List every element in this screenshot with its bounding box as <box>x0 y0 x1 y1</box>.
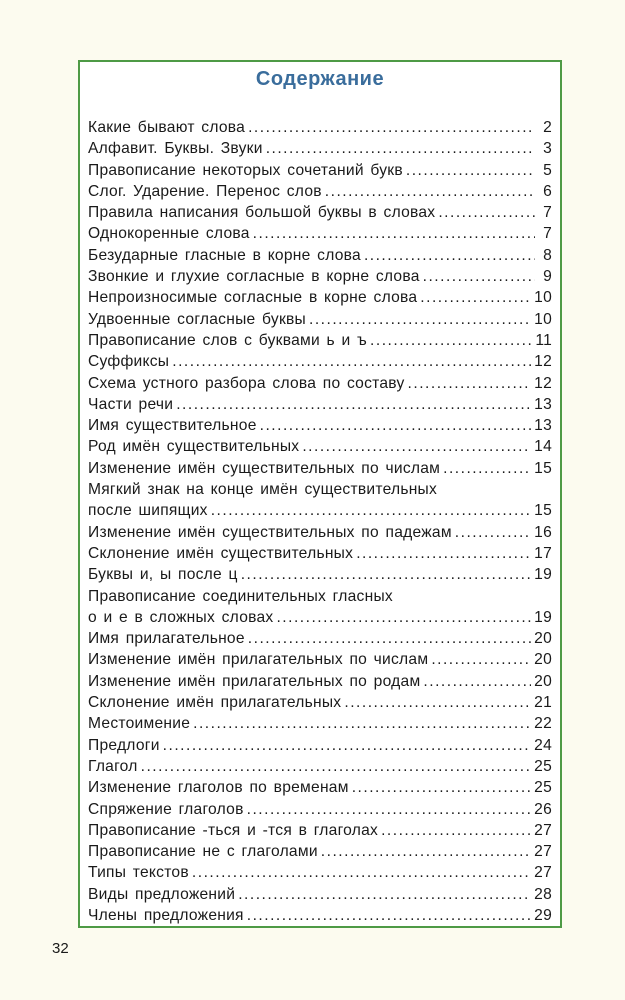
dot-leader <box>241 564 531 585</box>
toc-entry-title: Глагол <box>88 757 138 775</box>
dot-leader <box>455 522 531 543</box>
toc-entry-first-line: Правописание соединительных гласных <box>88 587 393 605</box>
toc-entry <box>88 436 552 457</box>
toc-entry <box>88 373 552 394</box>
toc-entry-title: Склонение имён прилагательных <box>88 694 342 712</box>
toc-entry-title: Однокоренные слова <box>88 225 250 243</box>
toc-entry-title: Непроизносимые согласные в корне слова <box>88 289 418 307</box>
toc-entry-page: 20 <box>534 651 552 669</box>
toc-entry-page: 19 <box>534 608 552 626</box>
dot-leader <box>248 628 531 649</box>
toc-entry <box>88 713 552 734</box>
dot-leader <box>325 181 535 202</box>
toc-entry-page: 27 <box>534 864 552 882</box>
toc-entry <box>88 181 552 202</box>
dot-leader <box>370 330 532 351</box>
toc-entry-page: 10 <box>534 310 552 328</box>
dot-leader <box>193 713 531 734</box>
dot-leader <box>253 223 535 244</box>
toc-entry-page: 16 <box>534 523 552 541</box>
toc-entry-page: 21 <box>534 694 552 712</box>
toc-entry-page: 7 <box>543 204 552 222</box>
toc-entry-title: Звонкие и глухие согласные в корне слова <box>88 268 420 286</box>
toc-entry-page: 13 <box>534 395 552 413</box>
dot-leader <box>247 799 532 820</box>
dot-leader <box>266 138 535 159</box>
toc-entry-title: Виды предложений <box>88 885 236 903</box>
toc-entry-page: 9 <box>543 268 552 286</box>
toc-entry-page: 15 <box>534 502 552 520</box>
toc-entry <box>88 628 552 649</box>
toc-entry-page: 29 <box>534 906 552 924</box>
toc-entry-title: Правописание некоторых сочетаний букв <box>88 161 403 179</box>
toc-entry-title: Типы текстов <box>88 864 189 882</box>
dot-leader <box>420 287 531 308</box>
toc-entry <box>88 117 552 138</box>
dot-leader <box>248 117 535 138</box>
table-of-contents <box>88 117 552 926</box>
toc-entry-page: 19 <box>534 566 552 584</box>
dot-leader <box>364 245 535 266</box>
toc-entry <box>88 799 552 820</box>
dot-leader <box>321 841 531 862</box>
toc-entry-page: 11 <box>535 331 552 349</box>
toc-entry-title: Изменение имён прилагательных по родам <box>88 672 421 690</box>
toc-entry-page: 13 <box>534 417 552 435</box>
toc-entry-title: Изменение глаголов по временам <box>88 779 349 797</box>
toc-entry <box>88 820 552 841</box>
toc-entry <box>88 245 552 266</box>
toc-entry-title: Изменение имён существительных по числам <box>88 459 441 477</box>
toc-entry-title: Местоимение <box>88 715 191 733</box>
toc-entry <box>88 266 552 287</box>
dot-leader <box>356 543 531 564</box>
toc-entry <box>88 522 552 543</box>
toc-entry <box>88 862 552 883</box>
toc-entry-title: Изменение имён существительных по падежам <box>88 523 452 541</box>
toc-entry-page: 20 <box>534 630 552 648</box>
dot-leader <box>431 649 531 670</box>
toc-entry-page: 25 <box>534 779 552 797</box>
toc-entry-page: 28 <box>534 885 552 903</box>
dot-leader <box>438 202 535 223</box>
toc-entry <box>88 287 552 308</box>
toc-entry <box>88 671 552 692</box>
dot-leader <box>352 777 531 798</box>
toc-entry <box>88 649 552 670</box>
toc-entry <box>88 564 552 585</box>
toc-entry-page: 12 <box>534 374 552 392</box>
toc-entry <box>88 138 552 159</box>
toc-entry-page: 7 <box>543 225 552 243</box>
toc-entry-first-line: Мягкий знак на конце имён существительных <box>88 481 438 499</box>
toc-entry-page: 17 <box>534 544 552 562</box>
dot-leader <box>381 820 531 841</box>
toc-entry <box>88 160 552 181</box>
dot-leader <box>238 884 531 905</box>
dot-leader <box>344 692 531 713</box>
dot-leader <box>423 266 535 287</box>
toc-entry <box>88 543 552 564</box>
dot-leader <box>443 458 531 479</box>
toc-entry <box>88 692 552 713</box>
toc-entry-title: Суффиксы <box>88 353 170 371</box>
toc-entry-title: Какие бывают слова <box>88 119 246 136</box>
toc-entry-page: 14 <box>534 438 552 456</box>
dot-leader <box>247 905 531 926</box>
toc-entry-page: 10 <box>534 289 552 307</box>
toc-entry-title: Имя прилагательное <box>88 630 245 648</box>
toc-entry-title: Безударные гласные в корне слова <box>88 246 361 264</box>
toc-entry-title: Предлоги <box>88 736 160 754</box>
toc-entry-page: 22 <box>534 715 552 733</box>
toc-entry-title: Удвоенные согласные буквы <box>88 310 307 328</box>
toc-entry-page: 25 <box>534 757 552 775</box>
toc-entry-title: Правописание не с глаголами <box>88 843 318 861</box>
dot-leader <box>163 735 531 756</box>
dot-leader <box>406 160 535 181</box>
toc-entry-title: Правописание -ться и -тся в глаголах <box>88 821 379 839</box>
toc-entry-page: 5 <box>543 161 552 179</box>
toc-entry-page: 2 <box>543 119 552 136</box>
toc-entry <box>88 884 552 905</box>
toc-entry <box>88 841 552 862</box>
toc-entry-title: Части речи <box>88 395 174 413</box>
toc-entry-page: 26 <box>534 800 552 818</box>
dot-leader <box>260 415 532 436</box>
toc-entry-page: 6 <box>543 182 552 200</box>
dot-leader <box>408 373 532 394</box>
toc-entry <box>88 330 552 351</box>
toc-entry <box>88 394 552 415</box>
toc-entry-title: Правописание слов с буквами ь и ъ <box>88 331 368 349</box>
toc-entry <box>88 500 552 521</box>
dot-leader <box>309 309 531 330</box>
toc-entry-page: 20 <box>534 672 552 690</box>
dot-leader <box>176 394 531 415</box>
contents-frame <box>78 60 562 928</box>
toc-entry-title: после шипящих <box>88 502 208 520</box>
toc-entry-title: о и е в сложных словах <box>88 608 274 626</box>
dot-leader <box>211 500 531 521</box>
toc-entry-page: 3 <box>543 140 552 158</box>
page-number: 32 <box>52 940 69 957</box>
toc-entry <box>88 223 552 244</box>
dot-leader <box>276 607 531 628</box>
toc-entry <box>88 607 552 628</box>
dot-leader <box>423 671 531 692</box>
toc-entry-title: Схема устного разбора слова по составу <box>88 374 405 392</box>
toc-entry-page: 8 <box>543 246 552 264</box>
toc-entry <box>88 458 552 479</box>
toc-entry-page: 27 <box>534 821 552 839</box>
toc-entry-title: Алфавит. Буквы. Звуки <box>88 140 263 158</box>
toc-entry-page: 24 <box>534 736 552 754</box>
dot-leader <box>302 436 531 457</box>
toc-entry-title: Спряжение глаголов <box>88 800 244 818</box>
toc-entry <box>88 351 552 372</box>
toc-entry-title: Правила написания большой буквы в словах <box>88 204 436 222</box>
toc-entry <box>88 202 552 223</box>
toc-entry-page: 27 <box>534 843 552 861</box>
toc-entry-title: Склонение имён существительных <box>88 544 354 562</box>
dot-leader <box>141 756 532 777</box>
toc-entry-title: Род имён существительных <box>88 438 300 456</box>
toc-entry <box>88 735 552 756</box>
toc-entry-title: Слог. Ударение. Перенос слов <box>88 182 322 200</box>
toc-entry-page: 12 <box>534 353 552 371</box>
toc-entry-page: 15 <box>534 459 552 477</box>
page-title: Содержание <box>255 68 385 90</box>
toc-entry-title: Члены предложения <box>88 906 244 924</box>
toc-entry <box>88 777 552 798</box>
toc-entry <box>88 415 552 436</box>
dot-leader <box>192 862 531 883</box>
toc-entry <box>88 756 552 777</box>
dot-leader <box>172 351 531 372</box>
toc-entry-title: Буквы и, ы после ц <box>88 566 238 584</box>
toc-entry <box>88 309 552 330</box>
toc-entry <box>88 905 552 926</box>
toc-entry-title: Изменение имён прилагательных по числам <box>88 651 429 669</box>
toc-entry-title: Имя существительное <box>88 417 257 435</box>
